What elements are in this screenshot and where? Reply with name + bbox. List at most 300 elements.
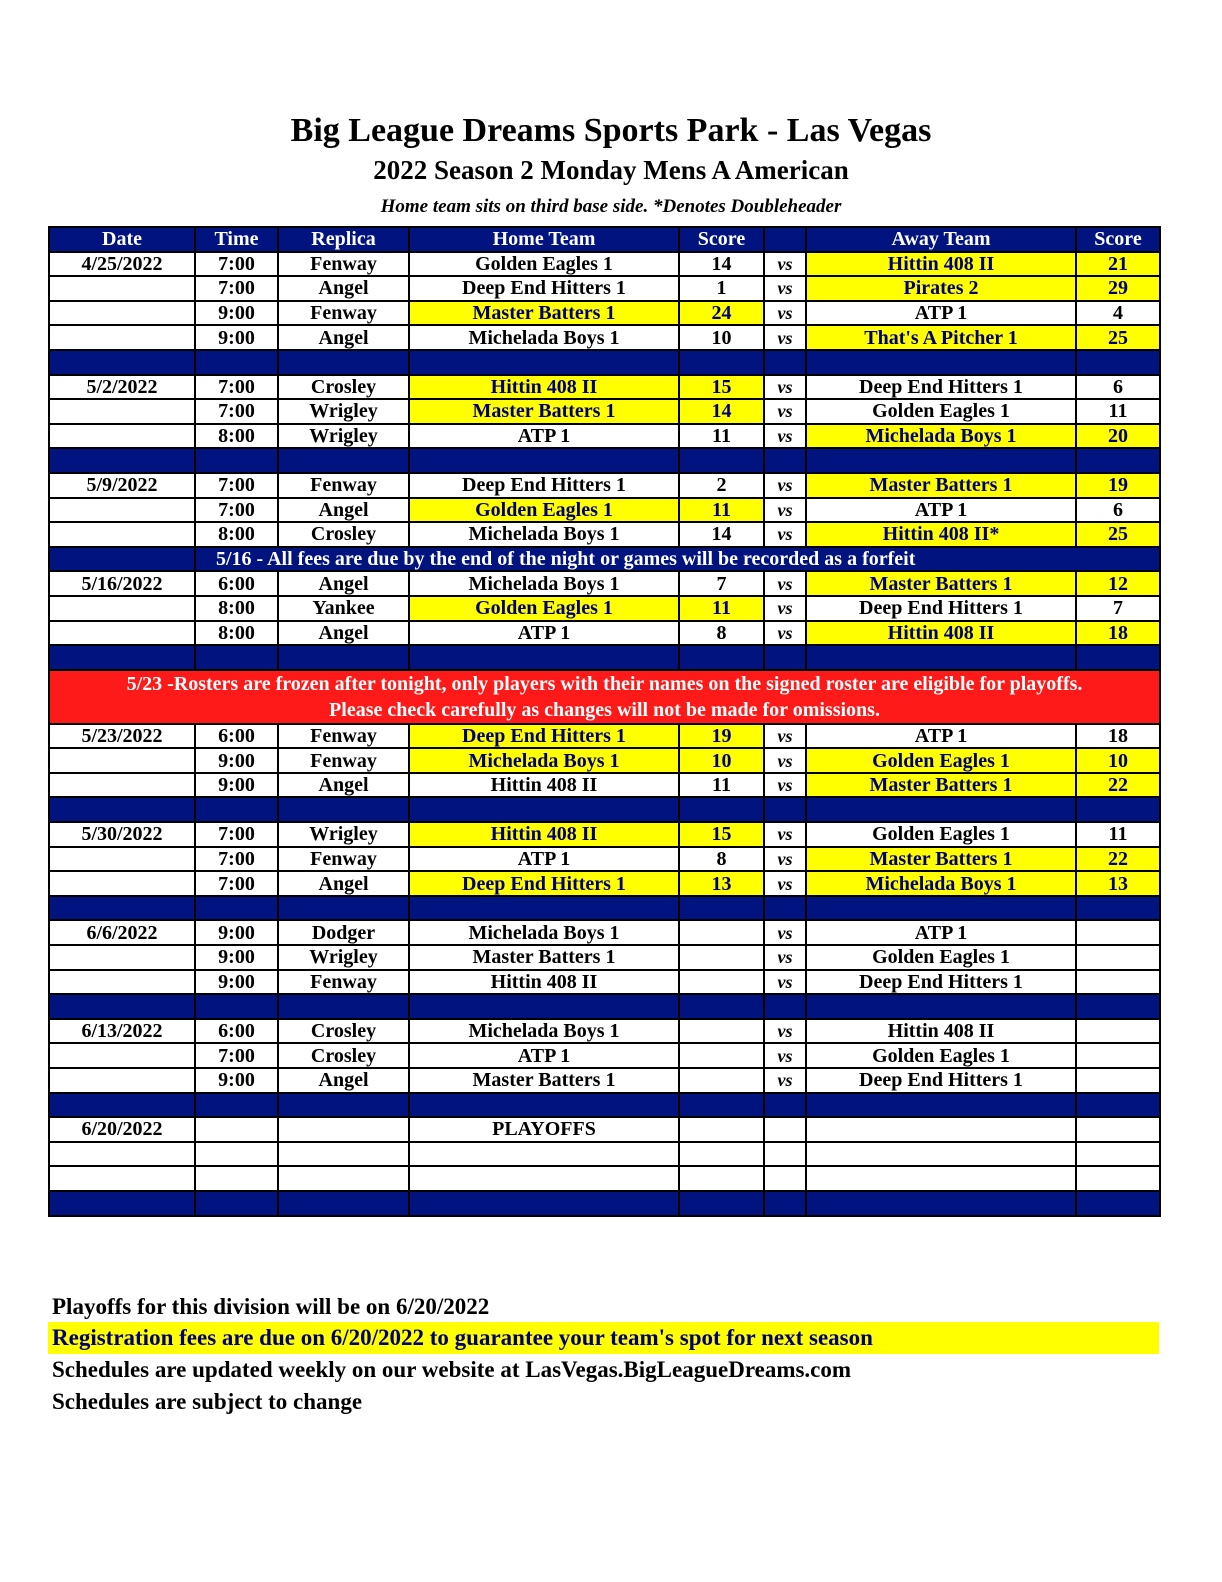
separator-row — [49, 1093, 1160, 1118]
away-score-cell: 25 — [1076, 522, 1160, 547]
date-cell — [49, 498, 195, 523]
separator-cell — [49, 350, 195, 375]
column-header-away-team: Away Team — [806, 227, 1076, 252]
time-cell: 9:00 — [195, 748, 278, 773]
vs-cell: vs — [764, 498, 806, 523]
game-row — [49, 596, 1160, 621]
away-team-cell — [806, 1117, 1076, 1142]
game-row — [49, 1142, 1160, 1167]
date-cell — [49, 522, 195, 547]
home-score-cell: 2 — [679, 473, 764, 498]
vs-cell: vs — [764, 822, 806, 847]
separator-cell — [806, 1093, 1076, 1118]
vs-cell — [764, 1117, 806, 1142]
home-team-cell: Master Batters 1 — [409, 1068, 679, 1093]
replica-cell: Yankee — [278, 596, 409, 621]
column-header-vs — [764, 227, 806, 252]
time-cell: 9:00 — [195, 773, 278, 798]
away-score-cell: 19 — [1076, 473, 1160, 498]
away-score-cell: 20 — [1076, 424, 1160, 449]
separator-cell — [764, 645, 806, 670]
away-score-cell: 25 — [1076, 325, 1160, 350]
away-team-cell: Michelada Boys 1 — [806, 424, 1076, 449]
vs-cell: vs — [764, 276, 806, 301]
vs-cell: vs — [764, 847, 806, 872]
vs-cell: vs — [764, 621, 806, 646]
time-cell: 7:00 — [195, 871, 278, 896]
time-cell: 7:00 — [195, 276, 278, 301]
separator-cell — [806, 1191, 1076, 1216]
fees-notice: 5/16 - All fees are due by the end of the night or games will be recorded as a forfeit — [195, 547, 1160, 572]
separator-cell — [278, 797, 409, 822]
footer-change-note: Schedules are subject to change — [52, 1389, 363, 1414]
home-team-cell: Master Batters 1 — [409, 399, 679, 424]
vs-cell: vs — [764, 571, 806, 596]
away-score-cell: 21 — [1076, 252, 1160, 277]
separator-cell — [49, 1191, 195, 1216]
date-cell: 4/25/2022 — [49, 252, 195, 277]
away-team-cell: Master Batters 1 — [806, 773, 1076, 798]
time-cell: 7:00 — [195, 847, 278, 872]
column-header-away-score: Score — [1076, 227, 1160, 252]
vs-cell: vs — [764, 1068, 806, 1093]
game-row — [49, 252, 1160, 277]
separator-cell — [278, 896, 409, 921]
separator-cell — [409, 448, 679, 473]
replica-cell: Wrigley — [278, 945, 409, 970]
page-subtitle: 2022 Season 2 Monday Mens A American — [373, 155, 849, 185]
footer-website-note: Schedules are updated weekly on our website at LasVegas.BigLeagueDreams.com — [52, 1357, 852, 1382]
time-cell: 6:00 — [195, 724, 278, 749]
replica-cell: Fenway — [278, 473, 409, 498]
date-cell: 6/13/2022 — [49, 1019, 195, 1044]
separator-cell — [195, 448, 278, 473]
game-row — [49, 945, 1160, 970]
game-row — [49, 748, 1160, 773]
away-score-cell: 10 — [1076, 748, 1160, 773]
separator-cell — [278, 994, 409, 1019]
separator-cell — [1076, 1093, 1160, 1118]
date-cell: 5/23/2022 — [49, 724, 195, 749]
game-row — [49, 399, 1160, 424]
separator-cell — [49, 1093, 195, 1118]
vs-cell: vs — [764, 970, 806, 995]
separator-cell — [195, 1093, 278, 1118]
date-cell — [49, 945, 195, 970]
vs-cell: vs — [764, 945, 806, 970]
away-score-cell: 18 — [1076, 621, 1160, 646]
separator-cell — [409, 896, 679, 921]
home-score-cell — [679, 945, 764, 970]
separator-cell — [806, 350, 1076, 375]
game-row — [49, 920, 1160, 945]
away-score-cell — [1076, 1019, 1160, 1044]
time-cell — [195, 1142, 278, 1167]
time-cell: 7:00 — [195, 252, 278, 277]
date-cell — [49, 325, 195, 350]
home-team-cell: Deep End Hitters 1 — [409, 473, 679, 498]
date-cell — [49, 301, 195, 326]
vs-cell — [764, 1142, 806, 1167]
replica-cell: Fenway — [278, 252, 409, 277]
home-score-cell: 8 — [679, 621, 764, 646]
separator-row — [49, 448, 1160, 473]
separator-cell — [278, 1093, 409, 1118]
vs-cell: vs — [764, 871, 806, 896]
column-header-home-team: Home Team — [409, 227, 679, 252]
time-cell: 9:00 — [195, 301, 278, 326]
date-cell: 6/6/2022 — [49, 920, 195, 945]
separator-cell — [679, 896, 764, 921]
away-score-cell: 6 — [1076, 498, 1160, 523]
replica-cell: Angel — [278, 773, 409, 798]
separator-cell — [764, 448, 806, 473]
away-team-cell: Hittin 408 II* — [806, 522, 1076, 547]
separator-cell — [679, 448, 764, 473]
replica-cell: Wrigley — [278, 399, 409, 424]
game-row — [49, 571, 1160, 596]
vs-cell: vs — [764, 473, 806, 498]
away-team-cell: ATP 1 — [806, 498, 1076, 523]
home-score-cell: 10 — [679, 325, 764, 350]
replica-cell: Angel — [278, 498, 409, 523]
home-score-cell — [679, 1019, 764, 1044]
time-cell: 7:00 — [195, 375, 278, 400]
time-cell: 9:00 — [195, 920, 278, 945]
separator-cell — [679, 1093, 764, 1118]
date-cell: 5/30/2022 — [49, 822, 195, 847]
separator-cell — [679, 350, 764, 375]
away-team-cell: That's A Pitcher 1 — [806, 325, 1076, 350]
date-cell — [49, 1068, 195, 1093]
separator-cell — [49, 896, 195, 921]
away-team-cell: Hittin 408 II — [806, 1019, 1076, 1044]
home-score-cell: 11 — [679, 773, 764, 798]
separator-cell — [409, 797, 679, 822]
separator-cell — [278, 350, 409, 375]
away-score-cell — [1076, 920, 1160, 945]
separator-cell — [679, 645, 764, 670]
vs-cell: vs — [764, 399, 806, 424]
away-team-cell: Master Batters 1 — [806, 571, 1076, 596]
time-cell: 8:00 — [195, 621, 278, 646]
away-team-cell: Golden Eagles 1 — [806, 748, 1076, 773]
away-team-cell: Master Batters 1 — [806, 847, 1076, 872]
replica-cell: Crosley — [278, 1019, 409, 1044]
home-score-cell — [679, 920, 764, 945]
game-row — [49, 276, 1160, 301]
game-row — [49, 522, 1160, 547]
date-cell: 5/2/2022 — [49, 375, 195, 400]
time-cell — [195, 1166, 278, 1191]
roster-alert-line1: 5/23 -Rosters are frozen after tonight, only players with their names on the signed roster are eligible for playoffs. — [126, 672, 1083, 695]
home-team-cell: PLAYOFFS — [409, 1117, 679, 1142]
home-team-cell: Michelada Boys 1 — [409, 571, 679, 596]
home-score-cell: 8 — [679, 847, 764, 872]
notice-row — [49, 547, 1160, 572]
separator-row — [49, 797, 1160, 822]
separator-cell — [764, 797, 806, 822]
vs-cell: vs — [764, 1043, 806, 1068]
replica-cell: Crosley — [278, 1043, 409, 1068]
separator-cell — [1076, 448, 1160, 473]
time-cell — [195, 1117, 278, 1142]
date-cell — [49, 871, 195, 896]
home-team-cell: Golden Eagles 1 — [409, 498, 679, 523]
away-team-cell: Deep End Hitters 1 — [806, 1068, 1076, 1093]
separator-cell — [1076, 994, 1160, 1019]
home-team-cell: Michelada Boys 1 — [409, 1019, 679, 1044]
vs-cell: vs — [764, 724, 806, 749]
separator-cell — [806, 645, 1076, 670]
replica-cell: Fenway — [278, 724, 409, 749]
separator-cell — [195, 896, 278, 921]
page-title: Big League Dreams Sports Park - Las Vegas — [290, 112, 932, 149]
game-row — [49, 424, 1160, 449]
replica-cell: Wrigley — [278, 822, 409, 847]
date-cell — [49, 748, 195, 773]
replica-cell: Angel — [278, 571, 409, 596]
column-header-home-score: Score — [679, 227, 764, 252]
time-cell: 6:00 — [195, 1019, 278, 1044]
separator-cell — [195, 797, 278, 822]
time-cell: 7:00 — [195, 1043, 278, 1068]
vs-cell: vs — [764, 301, 806, 326]
footer-registration-note: Registration fees are due on 6/20/2022 to guarantee your team's spot for next season — [48, 1322, 1159, 1354]
column-header-time: Time — [195, 227, 278, 252]
home-team-cell: Deep End Hitters 1 — [409, 276, 679, 301]
home-team-cell: ATP 1 — [409, 424, 679, 449]
separator-cell — [195, 1191, 278, 1216]
away-score-cell — [1076, 945, 1160, 970]
footer-playoffs-note: Playoffs for this division will be on 6/20/2022 — [52, 1294, 490, 1319]
home-score-cell — [679, 970, 764, 995]
home-score-cell: 10 — [679, 748, 764, 773]
game-row — [49, 724, 1160, 749]
home-team-cell: ATP 1 — [409, 1043, 679, 1068]
date-cell — [49, 276, 195, 301]
replica-cell: Angel — [278, 276, 409, 301]
separator-cell — [409, 1191, 679, 1216]
date-cell — [49, 1043, 195, 1068]
vs-cell: vs — [764, 773, 806, 798]
home-team-cell — [409, 1142, 679, 1167]
away-score-cell: 4 — [1076, 301, 1160, 326]
roster-alert-line2: Please check carefully as changes will not be made for omissions. — [329, 698, 880, 721]
home-team-cell: Hittin 408 II — [409, 970, 679, 995]
home-team-cell: Deep End Hitters 1 — [409, 871, 679, 896]
home-team-cell: Golden Eagles 1 — [409, 596, 679, 621]
away-team-cell: ATP 1 — [806, 920, 1076, 945]
away-score-cell: 22 — [1076, 773, 1160, 798]
separator-row — [49, 350, 1160, 375]
header-note: Home team sits on third base side. *Denotes Doubleheader — [380, 196, 842, 217]
replica-cell: Crosley — [278, 375, 409, 400]
home-score-cell — [679, 1117, 764, 1142]
separator-cell — [764, 896, 806, 921]
game-row — [49, 847, 1160, 872]
separator-cell — [679, 1191, 764, 1216]
home-score-cell: 24 — [679, 301, 764, 326]
home-score-cell — [679, 1142, 764, 1167]
date-cell — [49, 847, 195, 872]
date-cell — [49, 773, 195, 798]
time-cell: 7:00 — [195, 822, 278, 847]
away-team-cell: Hittin 408 II — [806, 252, 1076, 277]
home-team-cell: Hittin 408 II — [409, 375, 679, 400]
game-row — [49, 375, 1160, 400]
home-score-cell — [679, 1068, 764, 1093]
replica-cell — [278, 1166, 409, 1191]
date-cell: 6/20/2022 — [49, 1117, 195, 1142]
game-row — [49, 822, 1160, 847]
away-score-cell: 22 — [1076, 847, 1160, 872]
away-score-cell — [1076, 1117, 1160, 1142]
separator-cell — [806, 797, 1076, 822]
game-row — [49, 1043, 1160, 1068]
separator-cell — [195, 994, 278, 1019]
vs-cell — [764, 1166, 806, 1191]
time-cell: 9:00 — [195, 970, 278, 995]
vs-cell: vs — [764, 1019, 806, 1044]
separator-cell — [1076, 350, 1160, 375]
replica-cell: Fenway — [278, 748, 409, 773]
home-team-cell: Deep End Hitters 1 — [409, 724, 679, 749]
home-team-cell: ATP 1 — [409, 621, 679, 646]
separator-cell — [1076, 896, 1160, 921]
home-score-cell: 11 — [679, 498, 764, 523]
game-row — [49, 325, 1160, 350]
separator-cell — [679, 994, 764, 1019]
time-cell: 7:00 — [195, 399, 278, 424]
away-team-cell: Hittin 408 II — [806, 621, 1076, 646]
home-score-cell — [679, 1166, 764, 1191]
away-score-cell: 13 — [1076, 871, 1160, 896]
away-score-cell: 18 — [1076, 724, 1160, 749]
replica-cell: Angel — [278, 871, 409, 896]
separator-row — [49, 645, 1160, 670]
time-cell: 9:00 — [195, 325, 278, 350]
home-score-cell — [679, 1043, 764, 1068]
date-cell — [49, 424, 195, 449]
time-cell: 8:00 — [195, 596, 278, 621]
replica-cell: Dodger — [278, 920, 409, 945]
home-score-cell: 14 — [679, 522, 764, 547]
separator-cell — [409, 350, 679, 375]
home-score-cell: 13 — [679, 871, 764, 896]
roster-alert-row — [49, 670, 1160, 724]
replica-cell — [278, 1117, 409, 1142]
vs-cell: vs — [764, 920, 806, 945]
home-team-cell: Hittin 408 II — [409, 773, 679, 798]
separator-row — [49, 994, 1160, 1019]
away-score-cell: 6 — [1076, 375, 1160, 400]
replica-cell: Fenway — [278, 970, 409, 995]
home-score-cell: 7 — [679, 571, 764, 596]
column-header-date: Date — [49, 227, 195, 252]
replica-cell: Angel — [278, 325, 409, 350]
away-score-cell: 11 — [1076, 822, 1160, 847]
date-cell — [49, 970, 195, 995]
home-team-cell: Michelada Boys 1 — [409, 522, 679, 547]
game-row — [49, 473, 1160, 498]
time-cell: 7:00 — [195, 498, 278, 523]
away-team-cell: Michelada Boys 1 — [806, 871, 1076, 896]
home-team-cell: Master Batters 1 — [409, 945, 679, 970]
away-score-cell: 11 — [1076, 399, 1160, 424]
time-cell: 6:00 — [195, 571, 278, 596]
separator-cell — [409, 994, 679, 1019]
away-score-cell — [1076, 1068, 1160, 1093]
separator-cell — [278, 645, 409, 670]
separator-cell — [49, 448, 195, 473]
away-team-cell: Deep End Hitters 1 — [806, 970, 1076, 995]
replica-cell: Wrigley — [278, 424, 409, 449]
separator-cell — [764, 350, 806, 375]
notice-cell-spacer — [49, 547, 195, 572]
separator-cell — [1076, 797, 1160, 822]
time-cell: 9:00 — [195, 945, 278, 970]
home-score-cell: 1 — [679, 276, 764, 301]
vs-cell: vs — [764, 252, 806, 277]
home-team-cell: Michelada Boys 1 — [409, 325, 679, 350]
replica-cell: Angel — [278, 621, 409, 646]
game-row — [49, 970, 1160, 995]
away-score-cell — [1076, 1043, 1160, 1068]
replica-cell: Fenway — [278, 301, 409, 326]
separator-cell — [1076, 645, 1160, 670]
game-row — [49, 773, 1160, 798]
separator-cell — [806, 448, 1076, 473]
separator-cell — [806, 994, 1076, 1019]
away-team-cell: Deep End Hitters 1 — [806, 596, 1076, 621]
time-cell: 7:00 — [195, 473, 278, 498]
vs-cell: vs — [764, 748, 806, 773]
home-team-cell: ATP 1 — [409, 847, 679, 872]
separator-cell — [764, 1093, 806, 1118]
separator-cell — [764, 1191, 806, 1216]
vs-cell: vs — [764, 325, 806, 350]
away-score-cell — [1076, 1166, 1160, 1191]
separator-cell — [679, 797, 764, 822]
home-team-cell — [409, 1166, 679, 1191]
schedule-body — [49, 252, 1160, 1216]
table-header-row — [49, 227, 1160, 252]
schedule-table — [48, 226, 1161, 1217]
away-team-cell: Golden Eagles 1 — [806, 945, 1076, 970]
time-cell: 9:00 — [195, 1068, 278, 1093]
date-cell — [49, 1142, 195, 1167]
date-cell — [49, 596, 195, 621]
home-team-cell: Hittin 408 II — [409, 822, 679, 847]
home-score-cell: 15 — [679, 375, 764, 400]
separator-cell — [49, 645, 195, 670]
away-team-cell: Pirates 2 — [806, 276, 1076, 301]
home-score-cell: 14 — [679, 252, 764, 277]
home-score-cell: 19 — [679, 724, 764, 749]
away-score-cell: 29 — [1076, 276, 1160, 301]
separator-cell — [409, 1093, 679, 1118]
away-team-cell — [806, 1166, 1076, 1191]
home-score-cell: 11 — [679, 424, 764, 449]
roster-alert — [49, 670, 1160, 724]
separator-cell — [1076, 1191, 1160, 1216]
game-row — [49, 1068, 1160, 1093]
game-row — [49, 1117, 1160, 1142]
away-team-cell: Golden Eagles 1 — [806, 399, 1076, 424]
separator-cell — [278, 448, 409, 473]
separator-cell — [195, 645, 278, 670]
